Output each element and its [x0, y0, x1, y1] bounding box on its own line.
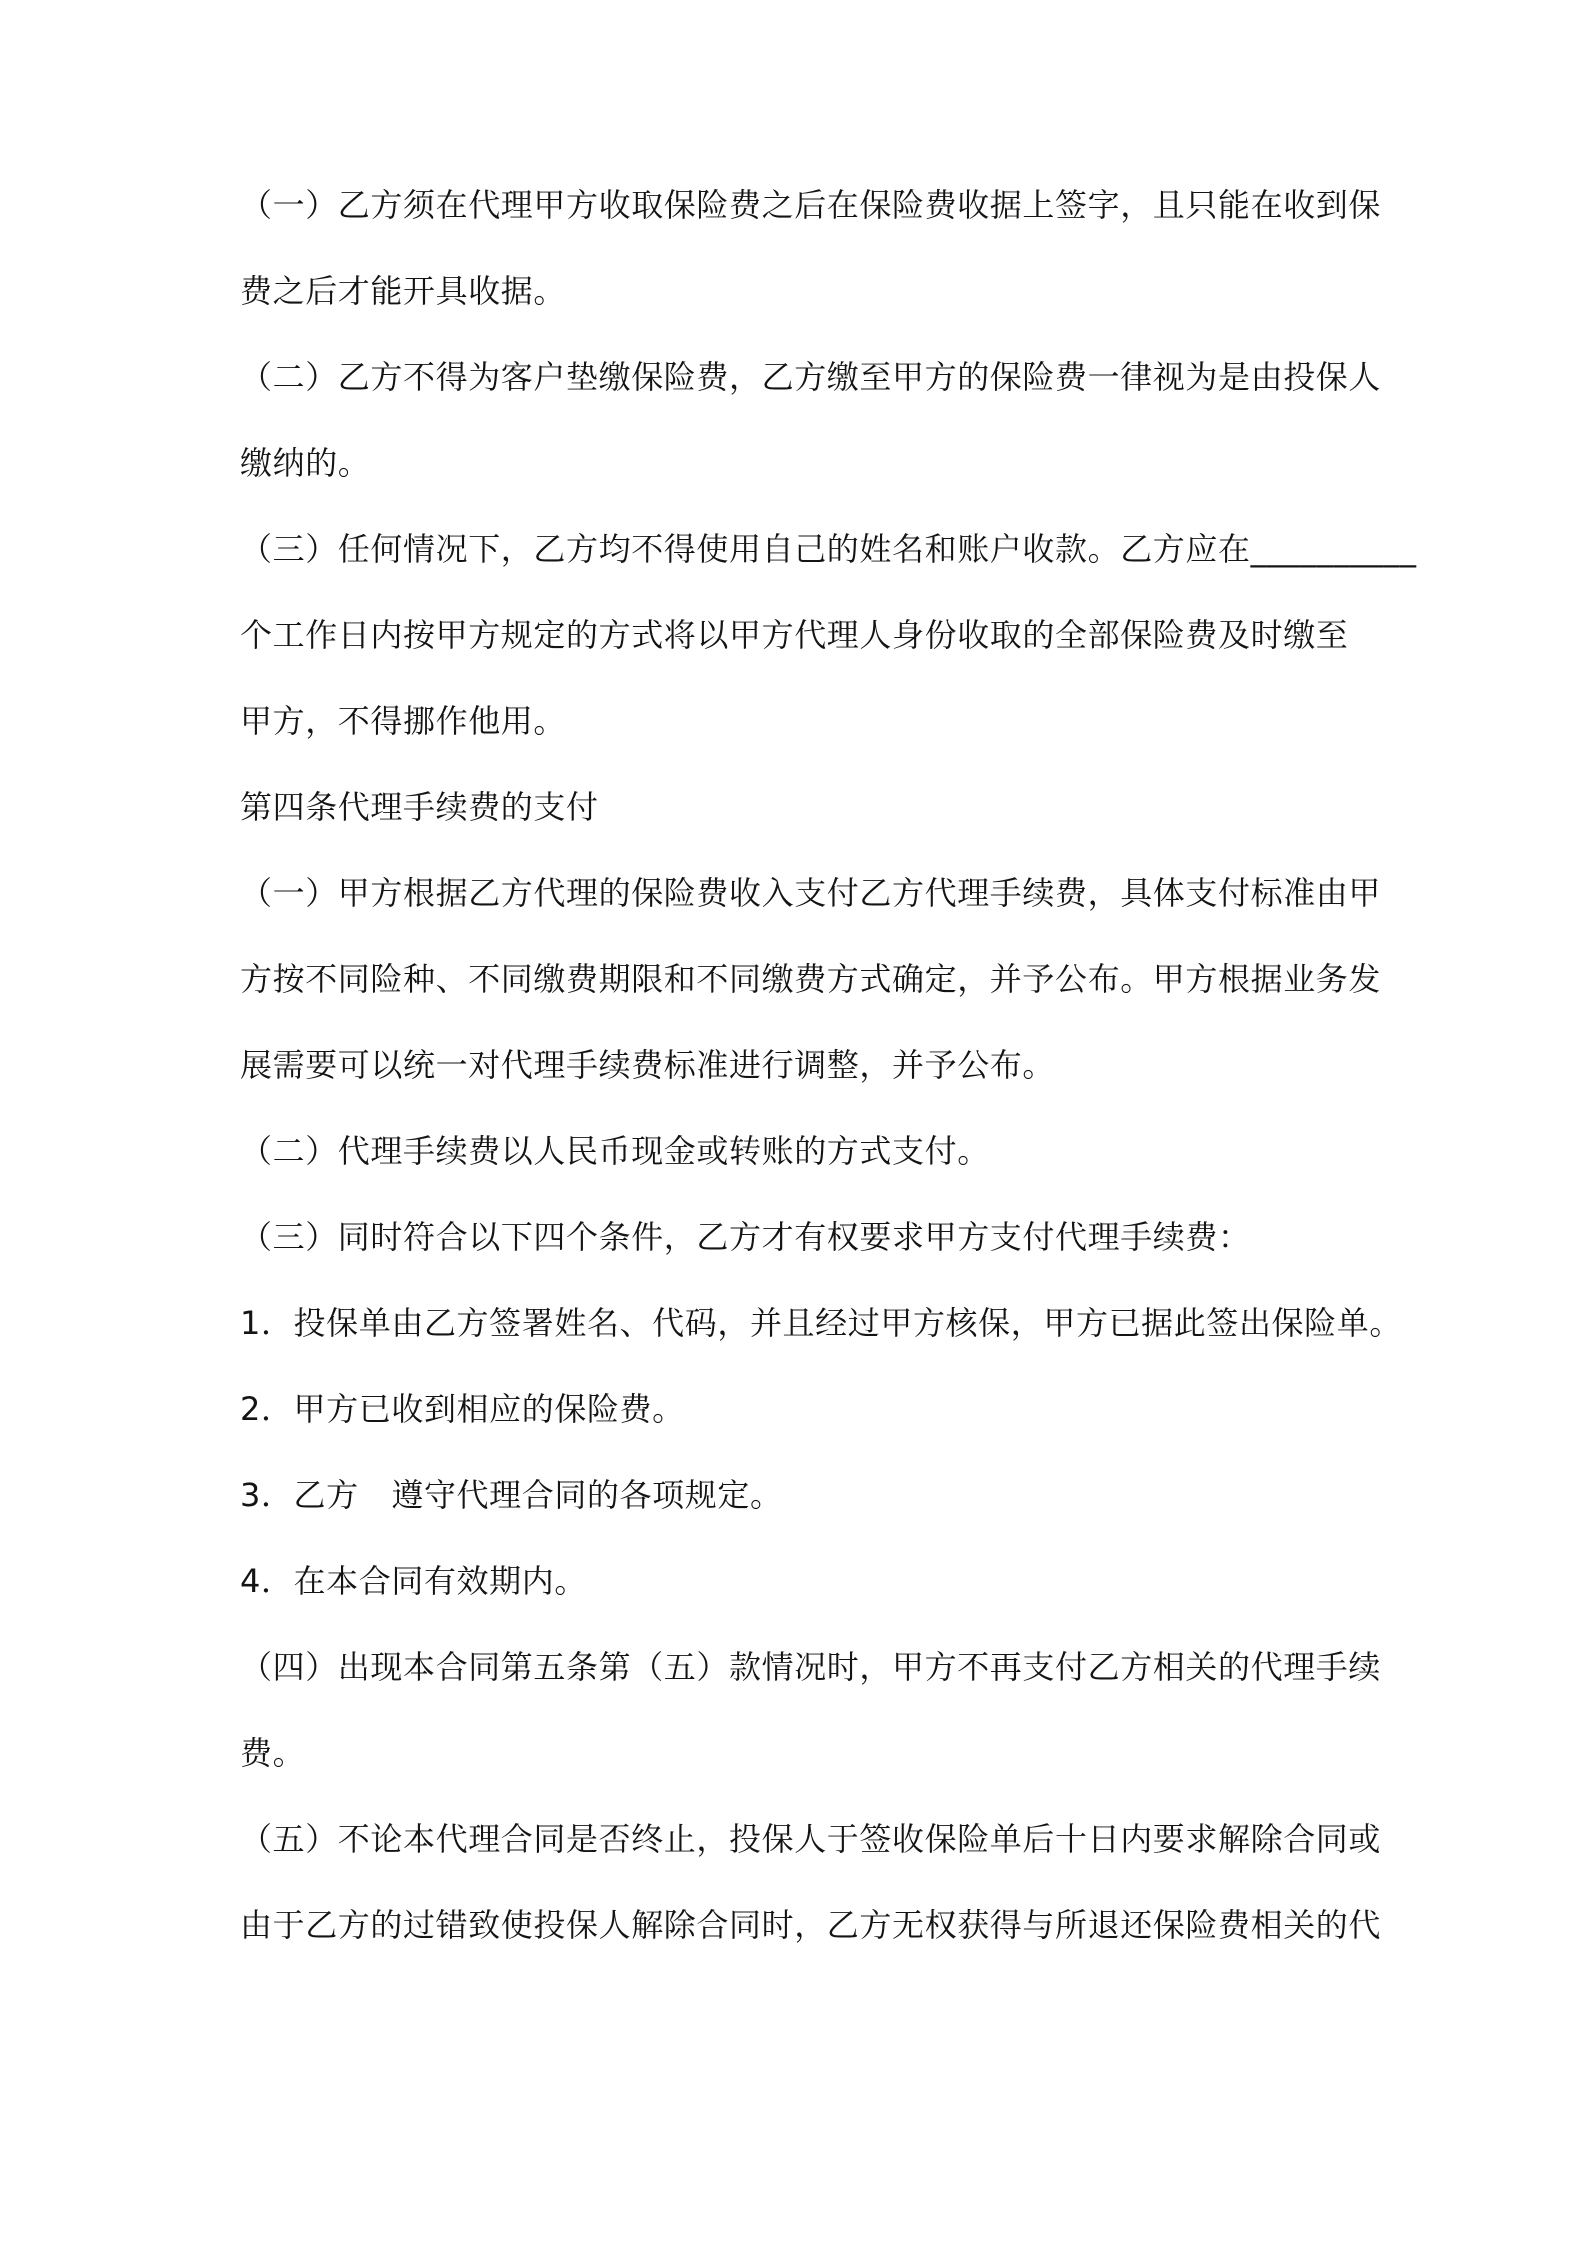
list-item: 4．在本合同有效期内。 — [240, 1562, 587, 1600]
section-heading: 第四条代理手续费的支付 — [240, 788, 599, 826]
list-item: 1．投保单由乙方签署姓名、代码，并且经过甲方核保，甲方已据此签出保险单。 — [240, 1304, 1402, 1342]
paragraph-line: 展需要可以统一对代理手续费标准进行调整，并予公布。 — [240, 1046, 1056, 1084]
paragraph-line: （二）乙方不得为客户垫缴保险费，乙方缴至甲方的保险费一律视为是由投保人 — [240, 358, 1382, 396]
paragraph-line: 个工作日内按甲方规定的方式将以甲方代理人身份收取的全部保险费及时缴至 — [240, 616, 1349, 654]
paragraph-line: （二）代理手续费以人民币现金或转账的方式支付。 — [240, 1132, 990, 1170]
list-item: 3．乙方 遵守代理合同的各项规定。 — [240, 1476, 783, 1514]
paragraph-line: （一）甲方根据乙方代理的保险费收入支付乙方代理手续费，具体支付标准由甲 — [240, 874, 1382, 912]
paragraph-line: 费之后才能开具收据。 — [240, 272, 567, 310]
paragraph-line: 方按不同险种、不同缴费期限和不同缴费方式确定，并予公布。甲方根据业务发 — [240, 960, 1382, 998]
paragraph-line: （一）乙方须在代理甲方收取保险费之后在保险费收据上签字，且只能在收到保 — [240, 186, 1382, 224]
paragraph-line: （四）出现本合同第五条第（五）款情况时，甲方不再支付乙方相关的代理手续 — [240, 1648, 1382, 1686]
paragraph-line: 费。 — [240, 1734, 306, 1772]
paragraph-line: 缴纳的。 — [240, 444, 371, 482]
paragraph-line: 由于乙方的过错致使投保人解除合同时，乙方无权获得与所退还保险费相关的代 — [240, 1906, 1382, 1944]
paragraph-line: （五）不论本代理合同是否终止，投保人于签收保险单后十日内要求解除合同或 — [240, 1820, 1382, 1858]
paragraph-line: 甲方，不得挪作他用。 — [240, 702, 567, 740]
list-item: 2．甲方已收到相应的保险费。 — [240, 1390, 685, 1428]
paragraph-line: （三）同时符合以下四个条件，乙方才有权要求甲方支付代理手续费： — [240, 1218, 1251, 1256]
paragraph-line: （三）任何情况下，乙方均不得使用自己的姓名和账户收款。乙方应在__________ — [240, 530, 1417, 568]
